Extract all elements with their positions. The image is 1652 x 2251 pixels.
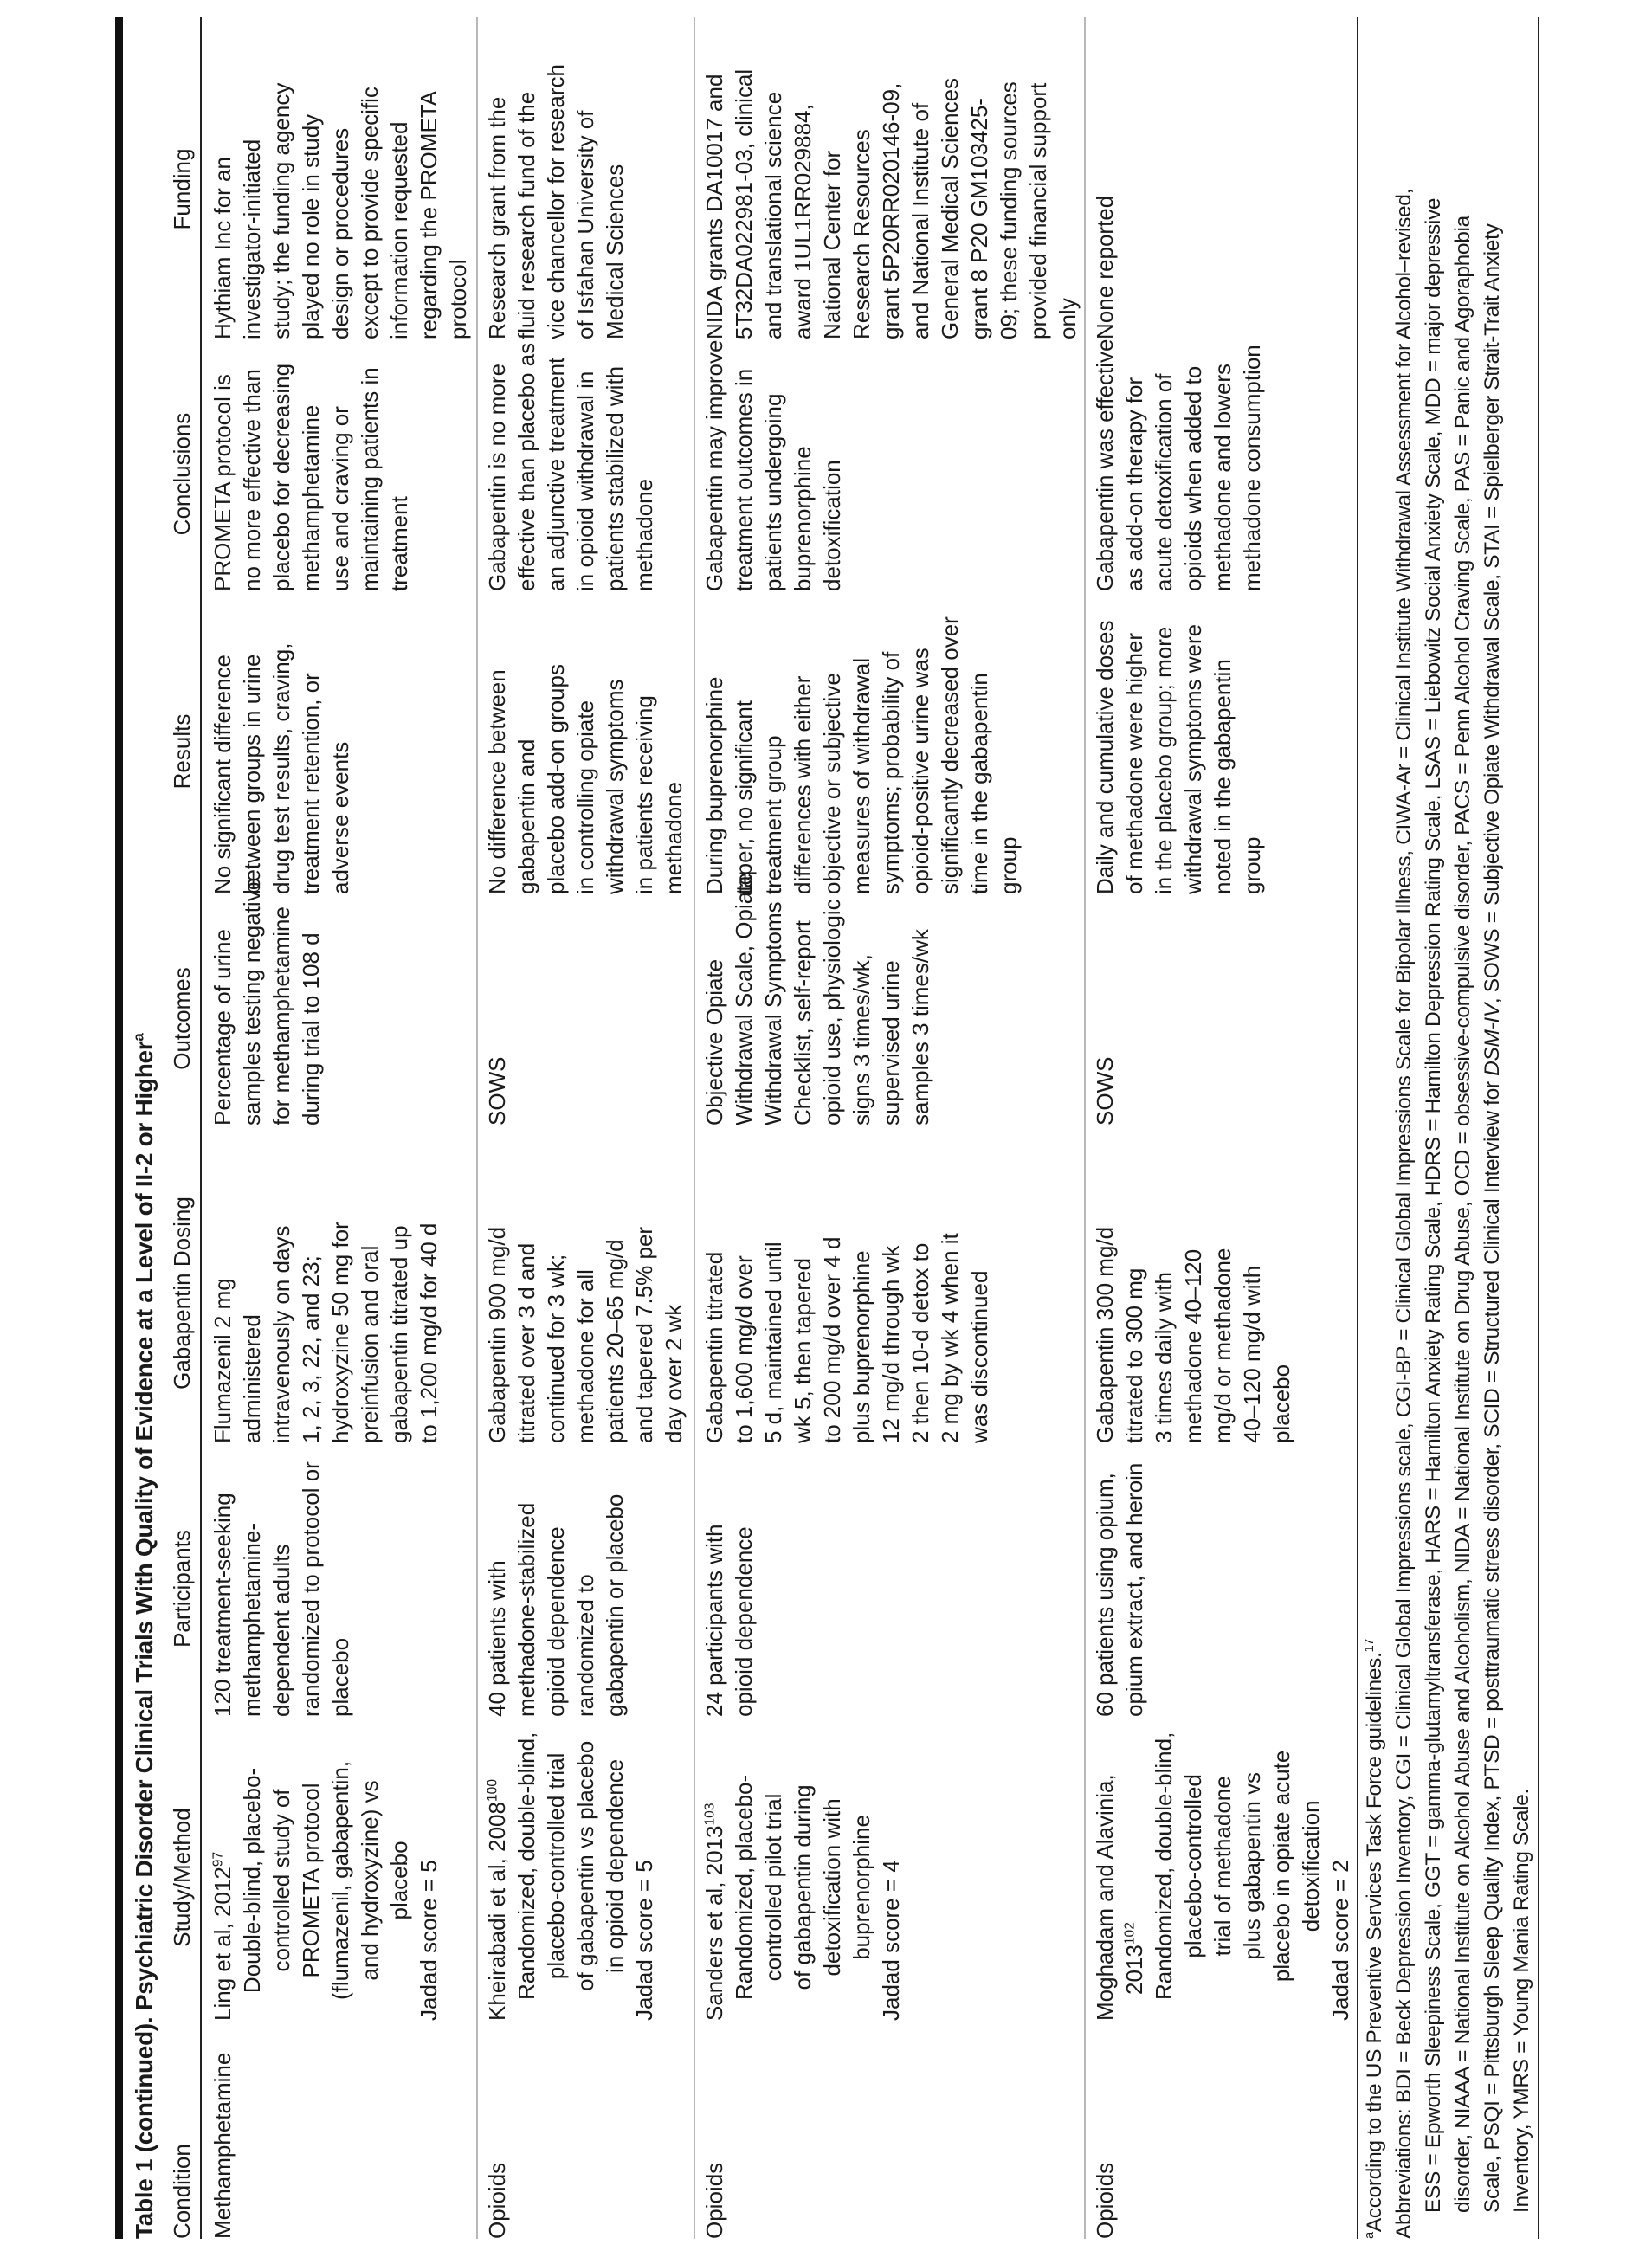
method-line: Double-blind, placebo-: [239, 1767, 265, 1994]
results-line: group: [996, 836, 1022, 894]
results-cell: [1090, 621, 1267, 895]
funding-line: grant 5P20RR020146-09,: [878, 82, 904, 339]
condition-cell: [208, 2053, 237, 2239]
conclusions-line: use and craving or: [327, 406, 353, 591]
study-author: [1090, 1732, 1120, 2021]
abbrev-text: , SOWS = Subjective Opiate Withdrawal Scale, STAI = Spielberger Strait-Trait Anxiety: [1481, 223, 1504, 1004]
conclusions-line: detoxification: [819, 460, 845, 591]
results-line: taper, no significant: [731, 700, 757, 894]
dosing-line: 40–120 mg/d with: [1239, 1265, 1265, 1443]
dosing-line: administered: [239, 1314, 265, 1443]
method-line: trial of methadone: [1210, 1776, 1236, 1957]
conclusions-line: Gabapentin was effective: [1092, 339, 1118, 591]
method-line: of gabapentin during: [790, 1784, 816, 1990]
method-line: in opioid dependence: [602, 1758, 628, 1973]
table-row: [476, 0, 694, 2251]
outcomes-line: for methamphetamine: [268, 906, 294, 1126]
method-line: controlled study of: [268, 1789, 294, 1972]
funding-line: protocol: [445, 259, 471, 339]
dosing-line: hydroxyzine 50 mg for: [327, 1222, 353, 1443]
results-line: between groups in urine: [239, 654, 265, 894]
outcomes-line: opioid use, physiologic: [819, 899, 845, 1126]
participants-line: methamphetamine-: [239, 1523, 265, 1717]
results-line: treatment retention, or: [298, 673, 324, 894]
funding-line: 09; these funding sources: [996, 81, 1022, 339]
dosing-line: 5 d, maintained until: [760, 1242, 786, 1443]
jadad-score: Jadad score = 4: [878, 1860, 904, 2021]
table-title: [128, 1034, 161, 2239]
footnote-a: [1360, 189, 1390, 2239]
study-method-description: [1149, 1732, 1326, 2000]
outcomes-line: signs 3 times/wk,: [849, 954, 874, 1126]
outcomes-cell: [1090, 1057, 1120, 1126]
footnote-mark: a: [1362, 2232, 1377, 2239]
study-method-description: [237, 1761, 414, 2000]
funding-line: 5T32DA022981-03, clinical: [731, 68, 757, 339]
funding-line: Research Resources: [849, 129, 874, 339]
conclusions-line: an adjunctive treatment: [543, 357, 569, 591]
dosing-cell: [1090, 1227, 1296, 1443]
results-line: opioid-positive urine was: [907, 648, 933, 894]
author-text: Ling et al, 2012: [210, 1867, 236, 2021]
conclusions-line: no more effective than: [239, 369, 265, 591]
dosing-line: 2 then 10-d detox to: [907, 1242, 933, 1443]
table-row: [1084, 0, 1357, 2251]
dosing-line: to 1,200 mg/d for 40 d: [416, 1222, 442, 1443]
dosing-line: mg/d or methadone: [1210, 1248, 1236, 1443]
participants-line: opioid dependence: [543, 1526, 569, 1717]
outcomes-cell: [700, 873, 935, 1126]
conclusions-line: patients stabilized with: [602, 365, 628, 591]
dosing-line: intravenously on days: [268, 1225, 294, 1443]
dosing-line: wk 5, then tapered: [790, 1258, 816, 1443]
footnote-bottom-rule: [1538, 17, 1539, 2239]
funding-line: except to provide specific: [357, 87, 383, 339]
abbrev-line: Abbreviations: BDI = Beck Depression Inventory, CGI = Clinical Global Impressions scale, CGI-BP = Clinical Global Impressions Scale for Bipolar Illness, CIWA-Ar = Clinical Institute Withdrawal Assessment for Alcohol–revised,: [1392, 188, 1416, 2239]
funding-line: and translational science: [760, 91, 786, 339]
study-author: [482, 1732, 512, 2021]
funding-line: vice chancellor for research: [543, 64, 569, 339]
results-line: group: [1239, 836, 1265, 894]
results-line: Daily and cumulative doses: [1092, 620, 1118, 894]
abbrev-line: Inventory, YMRS = Young Mania Rating Scale.: [1510, 1789, 1533, 2213]
funding-line: grant 8 P20 GM103425-: [966, 98, 992, 339]
funding-line: General Medical Sciences: [937, 77, 963, 339]
outcomes-line: Withdrawal Scale, Opiate: [731, 873, 757, 1126]
results-cell: [208, 643, 355, 894]
author-text: Kheirabadi et al, 2008: [484, 1802, 510, 2021]
participants-line: 40 patients with: [484, 1560, 510, 1717]
funding-line: regarding the PROMETA: [416, 90, 442, 339]
conclusions-line: Gabapentin may improve: [701, 339, 727, 591]
table-row: [694, 0, 1084, 2251]
outcomes-line: samples testing negative: [239, 877, 265, 1126]
study-method-cell: [1090, 1732, 1355, 2021]
dosing-line: was discontinued: [966, 1270, 992, 1443]
method-line: Randomized, placebo-: [731, 1774, 757, 2000]
outcomes-line: supervised urine: [878, 960, 904, 1126]
abbrev-italic: DSM-IV: [1481, 1003, 1504, 1076]
results-line: in controlling opiate: [572, 700, 598, 894]
condition-cell: [700, 2163, 729, 2239]
dosing-line: gabapentin titrated up: [386, 1225, 412, 1443]
abbrev-line: [1478, 189, 1507, 2239]
table-end-rule: [1357, 17, 1358, 2239]
results-line: treatment group: [760, 735, 786, 894]
abbrev-text: Scale, PSQI = Pittsburgh Sleep Quality Index, PTSD = posttraumatic stress disorder, SCID = Structured Clinical Interview for: [1481, 1075, 1504, 2213]
results-line: symptoms; probability of: [878, 651, 904, 894]
method-line: placebo-controlled: [1180, 1774, 1206, 1958]
outcomes-line: Percentage of urine: [210, 929, 236, 1126]
conclusions-cell: [208, 364, 414, 591]
method-line: Randomized, double-blind,: [513, 1732, 539, 2000]
abbrev-line: ESS = Epworth Sleepiness Scale, GGT = gamma-glutamyltransferase, HARS = Hamilton Anxiety Rating Scale, HDRS = Hamilton Depression Rating Scale, LSAS = Liebowitz Social Anxiety Scale, MDD = major depressive: [1422, 197, 1445, 2213]
funding-line: information requested: [386, 121, 412, 339]
conclusions-line: methadone: [631, 478, 657, 591]
table-title-text: Table 1 (continued). Psychiatric Disorder Clinical Trials With Quality of Evidence at a Level of II-2 or Higher: [131, 1041, 158, 2239]
results-line: drug test results, craving,: [268, 642, 294, 894]
dosing-line: 12 mg/d through wk: [878, 1245, 904, 1443]
conclusions-line: Gabapentin is no more: [484, 363, 510, 591]
results-line: of methadone were higher: [1121, 632, 1147, 894]
funding-line: NIDA grants DA10017 and: [701, 74, 727, 339]
dosing-line: plus buprenorphine: [849, 1250, 874, 1443]
results-line: No significant difference: [210, 654, 236, 894]
dosing-line: to 200 mg/d over 4 d: [819, 1236, 845, 1443]
participants-line: 24 participants with: [701, 1524, 727, 1717]
results-cell: [482, 664, 688, 894]
conclusions-line: opioids when added to: [1180, 365, 1206, 591]
reference-number: 102: [1122, 1922, 1138, 1945]
results-line: No difference between: [484, 669, 510, 894]
participants-line: opioid dependence: [731, 1526, 757, 1717]
dosing-line: 2 mg by wk 4 when it: [937, 1233, 963, 1443]
outcomes-line: Checklist, self-report: [790, 920, 816, 1126]
method-line: of gabapentin vs placebo: [572, 1740, 598, 1991]
column-header-conclusions: Conclusions: [169, 412, 195, 536]
funding-line: Research grant from the: [484, 96, 510, 339]
results-line: significantly decreased over: [937, 616, 963, 894]
conclusions-line: buprenorphine: [790, 446, 816, 591]
results-line: in the placebo group; more: [1151, 626, 1177, 894]
method-line: buprenorphine: [849, 1815, 874, 1960]
dosing-line: methadone for all: [572, 1269, 598, 1443]
method-line: Randomized, double-blind,: [1151, 1732, 1177, 2000]
reference-number: 100: [485, 1779, 500, 1803]
participants-cell: [482, 1494, 629, 1717]
study-method-description: [512, 1732, 629, 2000]
conclusions-cell: [700, 340, 847, 591]
abbrev-line: disorder, NIAAA = National Institute on Alcohol Abuse and Alcoholism, NIDA = National Institute on Drug Abuse, OCD = obsessive-compulsive disorder, PACS = Penn Alcohol Craving Scale, PAS = Panic and Agoraphobia: [1451, 216, 1475, 2213]
funding-line: Hythiam Inc for an: [210, 157, 236, 339]
funding-line: fluid research fund of the: [513, 91, 539, 339]
conclusions-line: acute detoxification of: [1151, 373, 1177, 591]
funding-cell: [700, 69, 1082, 339]
conclusions-line: PROMETA protocol is: [210, 374, 236, 591]
column-header-participants: Participants: [169, 1530, 195, 1648]
participants-line: 60 patients using opium,: [1092, 1473, 1118, 1717]
results-line: During buprenorphine: [701, 676, 727, 894]
dosing-line: to 1,600 mg/d over: [731, 1255, 757, 1443]
outcomes-line: samples 3 times/wk: [907, 929, 933, 1126]
study-author: [1120, 1732, 1149, 2021]
conclusions-line: methamphetamine: [298, 404, 324, 591]
funding-line: Medical Sciences: [602, 164, 628, 339]
funding-line: provided financial support: [1025, 82, 1051, 339]
column-header-results: Results: [169, 713, 195, 790]
outcomes-cell: [482, 1057, 512, 1126]
method-line: PROMETA protocol: [298, 1783, 324, 1978]
method-line: placebo: [386, 1841, 412, 1920]
dosing-line: day over 2 wk: [661, 1304, 687, 1443]
participants-line: gabapentin or placebo: [602, 1493, 628, 1717]
conclusions-line: methadone and lowers: [1210, 363, 1236, 591]
participants-line: 120 treatment-seeking: [210, 1493, 236, 1717]
dosing-line: continued for 3 wk;: [543, 1254, 569, 1443]
funding-line: National Center for: [819, 150, 845, 339]
study-method-description: [729, 1775, 876, 2000]
funding-line: None reported: [1092, 195, 1118, 339]
method-line: placebo in opiate acute: [1268, 1750, 1294, 1983]
dosing-cell: [482, 1227, 688, 1443]
dosing-line: Flumazenil 2 mg: [210, 1278, 236, 1443]
participants-cell: [208, 1461, 355, 1717]
results-line: measures of withdrawal: [849, 657, 874, 894]
dosing-line: titrated over 3 d and: [513, 1242, 539, 1443]
outcomes-line: SOWS: [1092, 1056, 1118, 1126]
results-line: withdrawal symptoms were: [1180, 623, 1206, 894]
table-row: [202, 0, 476, 2251]
dosing-line: preinfusion and oral: [357, 1245, 383, 1443]
participants-cell: [700, 1524, 758, 1717]
funding-cell: [1090, 196, 1120, 339]
reference-number: 97: [210, 1851, 226, 1867]
funding-line: award 1UL1RR029884,: [790, 104, 816, 339]
condition-text: Opioids: [484, 2162, 510, 2239]
jadad-score: Jadad score = 2: [1327, 1860, 1353, 2021]
method-line: detoxification with: [819, 1798, 845, 1977]
column-header-condition: Condition: [169, 2144, 195, 2239]
method-line: detoxification: [1298, 1800, 1324, 1932]
conclusions-line: patients undergoing: [760, 393, 786, 591]
method-line: and hydroxyzine) vs: [357, 1780, 383, 1981]
author-text: Moghadam and Alavinia,: [1092, 1774, 1118, 2021]
dosing-cell: [700, 1233, 994, 1443]
column-header-outcomes: Outcomes: [169, 967, 195, 1070]
dosing-line: titrated to 300 mg: [1121, 1267, 1147, 1443]
conclusions-line: treatment: [386, 496, 412, 591]
jadad-score: Jadad score = 5: [416, 1860, 442, 2021]
dosing-line: Gabapentin 300 mg/d: [1092, 1226, 1118, 1443]
dosing-line: 1, 2, 3, 22, and 23;: [298, 1255, 324, 1443]
outcomes-line: during trial to 108 d: [298, 932, 324, 1126]
condition-text: Opioids: [1092, 2162, 1118, 2239]
conclusions-cell: [482, 343, 659, 591]
results-line: noted in the gabapentin: [1210, 659, 1236, 894]
funding-cell: [482, 64, 629, 339]
condition-text: Methamphetamine: [210, 2052, 236, 2239]
funding-line: design or procedures: [327, 127, 353, 339]
method-line: (flumazenil, gabapentin,: [327, 1760, 353, 2000]
results-line: time in the gabapentin: [966, 673, 992, 894]
conclusions-line: treatment outcomes in: [731, 368, 757, 591]
funding-line: and National Institute of: [907, 102, 933, 339]
funding-cell: [208, 83, 473, 339]
outcomes-line: Withdrawal Symptoms: [760, 901, 786, 1126]
results-line: methadone: [661, 781, 687, 894]
study-method-cell: [700, 1775, 906, 2021]
study-method-cell: [208, 1761, 443, 2021]
outcomes-line: SOWS: [484, 1056, 510, 1126]
dosing-line: Gabapentin titrated: [701, 1251, 727, 1443]
column-header-gabapentin-dosing: Gabapentin Dosing: [169, 1196, 195, 1390]
results-line: objective or subjective: [819, 673, 845, 894]
funding-line: only: [1055, 298, 1081, 339]
footnote-ref: 17: [1362, 1638, 1377, 1653]
study-method-cell: [482, 1732, 659, 2021]
outcomes-cell: [208, 878, 326, 1126]
top-rule: [115, 17, 123, 2239]
conclusions-line: methadone consumption: [1239, 345, 1265, 591]
results-line: placebo add-on groups: [543, 664, 569, 894]
results-line: adverse events: [327, 741, 353, 894]
condition-text: Opioids: [701, 2162, 727, 2239]
participants-line: dependent adults: [268, 1544, 294, 1717]
title-footnote-mark: a: [130, 1033, 147, 1042]
dosing-line: Gabapentin 900 mg/d: [484, 1226, 510, 1443]
footnote-a-text: According to the US Preventive Services Task Force guidelines.: [1363, 1652, 1386, 2233]
participants-line: opium extract, and heroin: [1121, 1462, 1147, 1717]
dosing-line: 3 times daily with: [1151, 1272, 1177, 1443]
jadad-score: Jadad score = 5: [631, 1860, 657, 2021]
study-author: [700, 1775, 729, 2021]
results-cell: [700, 616, 1023, 894]
dosing-line: methadone 40–120: [1180, 1248, 1206, 1443]
condition-cell: [1090, 2163, 1120, 2239]
funding-line: investigator-initiated: [239, 139, 265, 339]
dosing-line: patients 20–65 mg/d: [602, 1239, 628, 1443]
outcomes-line: Objective Opiate: [701, 958, 727, 1126]
participants-line: randomized to protocol or: [298, 1461, 324, 1717]
participants-line: randomized to: [572, 1574, 598, 1717]
conclusions-line: effective than placebo as: [513, 342, 539, 591]
funding-line: study; the funding agency: [268, 82, 294, 339]
method-line: placebo-controlled trial: [543, 1752, 569, 1980]
results-line: gabapentin and: [513, 739, 539, 894]
conclusions-line: as add-on therapy for: [1121, 377, 1147, 591]
dosing-line: and tapered 7.5% per: [631, 1226, 657, 1443]
column-header-study-method: Study/Method: [169, 1808, 195, 1947]
column-header-funding: Funding: [169, 148, 195, 230]
study-author: [208, 1761, 237, 2021]
dosing-line: placebo: [1268, 1364, 1294, 1443]
conclusions-cell: [1090, 339, 1267, 591]
conclusions-line: in opioid withdrawal in: [572, 371, 598, 591]
author-text: 2013: [1121, 1945, 1147, 1995]
funding-line: played no role in study: [298, 113, 324, 339]
method-line: controlled pilot trial: [760, 1793, 786, 1982]
results-line: in patients receiving: [631, 695, 657, 894]
conclusions-line: placebo for decreasing: [268, 363, 294, 591]
reference-number: 103: [702, 1803, 718, 1826]
funding-line: of Isfahan University of: [572, 110, 598, 339]
results-line: withdrawal symptoms: [602, 679, 628, 894]
participants-line: methadone-stabilized: [513, 1502, 539, 1717]
dosing-cell: [208, 1222, 443, 1443]
condition-cell: [482, 2163, 512, 2239]
table-footnotes: [1360, 189, 1537, 2239]
author-text: Sanders et al, 2013: [701, 1825, 727, 2021]
conclusions-line: maintaining patients in: [357, 367, 383, 591]
method-line: plus gabapentin vs: [1239, 1771, 1265, 1960]
participants-line: placebo: [327, 1637, 353, 1717]
participants-cell: [1090, 1463, 1149, 1717]
results-line: differences with either: [790, 675, 816, 894]
